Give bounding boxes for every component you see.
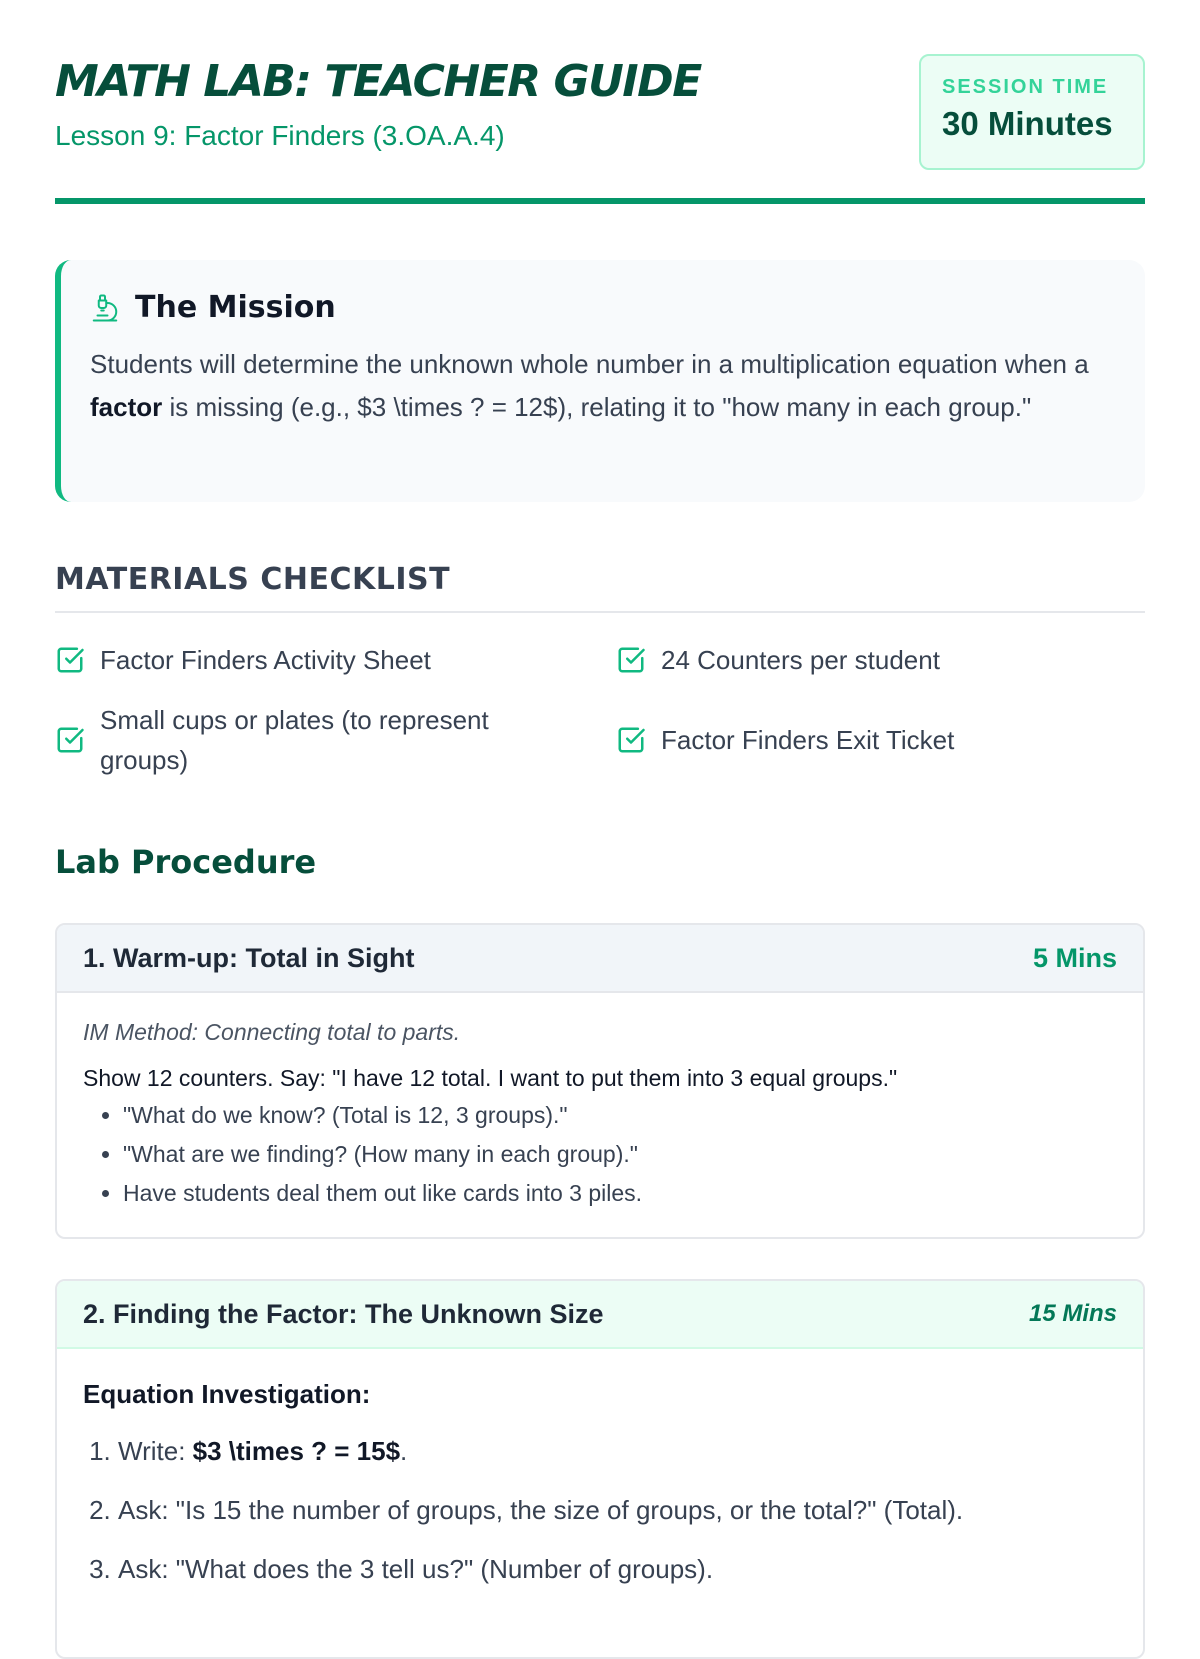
step-body — [57, 993, 1143, 1213]
step-title: 2. Finding the Factor: The Unknown Size — [83, 1298, 604, 1329]
step-title: 1. Warm-up: Total in Sight — [83, 942, 415, 973]
list-item: • Have students deal them out like cards into 3 piles. — [123, 1174, 1117, 1213]
step-duration: 5 Mins — [1032, 942, 1117, 973]
mission-title: The Mission — [135, 290, 336, 325]
list-item: 2. Ask: "Is 15 the number of groups, the size of groups, or the total?" (Total). — [118, 1481, 1117, 1540]
list-item — [118, 1422, 1117, 1481]
step-header — [57, 925, 1143, 993]
step-subheading: Equation Investigation: — [83, 1379, 371, 1409]
step-body — [57, 1349, 1143, 1599]
checklist-item — [55, 633, 616, 687]
procedure-step-1 — [55, 923, 1145, 1239]
checklist-item — [616, 697, 1145, 783]
checkbox-checked-icon — [616, 645, 646, 675]
list-item: 3. Ask: "What does the 3 tell us?" (Number of groups). — [118, 1540, 1117, 1599]
mission-text-before: Students will determine the unknown whole number in a multiplication equation when a — [90, 349, 1089, 379]
session-time-badge — [919, 54, 1145, 170]
checkbox-checked-icon — [55, 645, 85, 675]
step-header — [57, 1281, 1143, 1349]
mission-card — [55, 260, 1145, 502]
checklist-item-label: 24 Counters per student — [661, 645, 940, 675]
procedure-heading: Lab Procedure — [55, 843, 317, 881]
lesson-subtitle: Lesson 9: Factor Finders (3.OA.A.4) — [55, 120, 505, 151]
step-bullet-list — [83, 1096, 1117, 1213]
list-item: • "What do we know? (Total is 12, 3 groups)." — [123, 1096, 1117, 1135]
microscope-icon — [90, 292, 120, 324]
checklist-item — [616, 633, 1145, 687]
list-item: • "What are we finding? (How many in each group)." — [123, 1135, 1117, 1174]
step-instruction: Show 12 counters. Say: "I have 12 total. I want to put them into 3 equal groups." — [83, 1065, 898, 1091]
header-divider — [55, 198, 1145, 204]
equation-text: $3 \times ? = 15$ — [192, 1436, 401, 1466]
step-method-note: IM Method: Connecting total to parts. — [83, 1019, 461, 1045]
session-time-label: SESSION TIME — [942, 76, 1109, 98]
session-time-value: 30 Minutes — [942, 105, 1113, 142]
procedure-step-2 — [55, 1279, 1145, 1659]
mission-header — [90, 290, 1115, 325]
list-item-prefix: Write: — [118, 1436, 193, 1466]
materials-checklist — [55, 633, 1145, 783]
page-title: MATH LAB: TEACHER GUIDE — [55, 56, 701, 107]
mission-text-bold: factor — [90, 392, 163, 422]
checklist-item-label: Small cups or plates (to represent groups) — [100, 705, 489, 775]
checklist-item-label: Factor Finders Activity Sheet — [100, 645, 431, 675]
checkbox-checked-icon — [616, 725, 646, 755]
checklist-item — [55, 697, 616, 783]
list-item-suffix: . — [400, 1436, 408, 1466]
step-numbered-list — [83, 1422, 1117, 1599]
header — [55, 0, 1145, 204]
checkbox-checked-icon — [55, 725, 85, 755]
materials-divider — [55, 611, 1145, 613]
step-duration: 15 Mins — [1028, 1300, 1117, 1327]
checklist-item-label: Factor Finders Exit Ticket — [661, 725, 955, 755]
mission-description — [90, 343, 1115, 429]
mission-text-after: is missing (e.g., $3 \times ? = 12$), relating it to "how many in each group." — [162, 392, 1032, 422]
materials-heading: MATERIALS CHECKLIST — [55, 562, 451, 597]
